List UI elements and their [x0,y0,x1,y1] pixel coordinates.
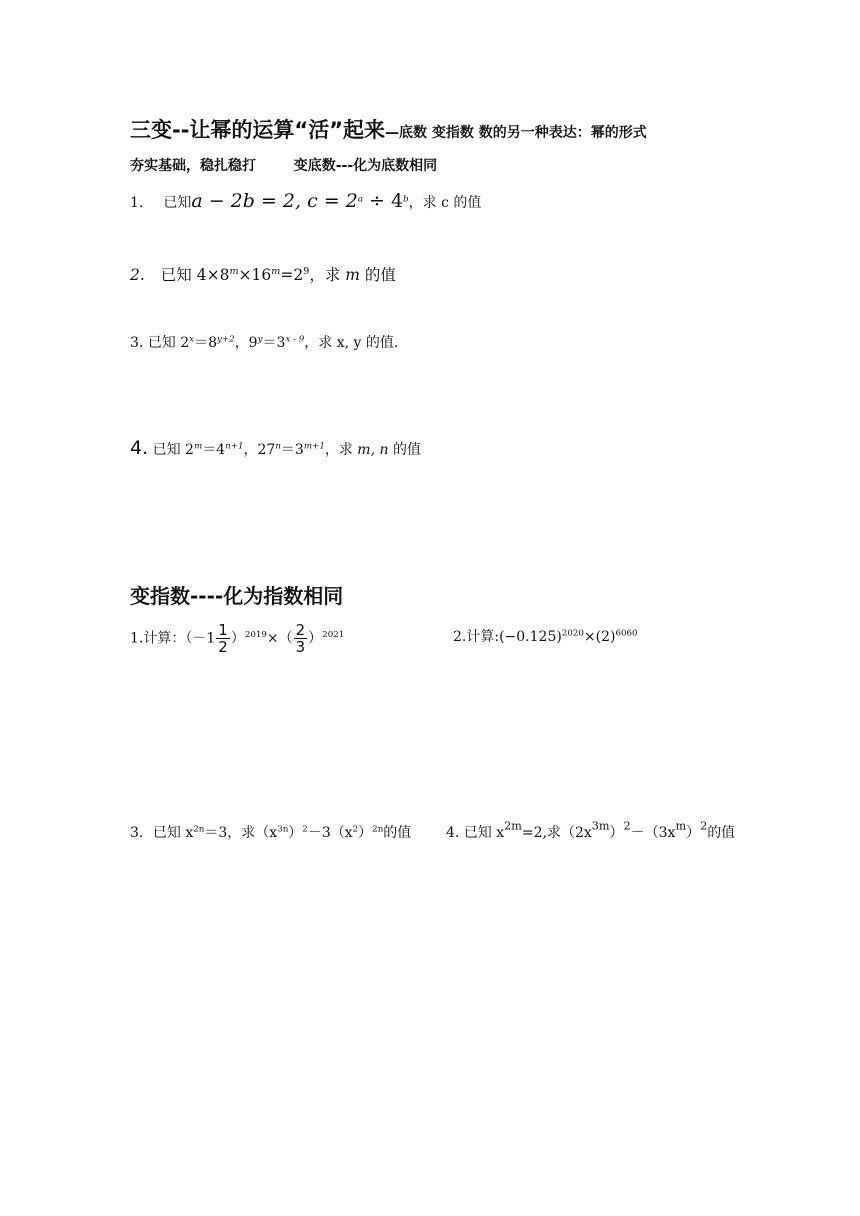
exponent: 2n [193,824,205,835]
title-main: 三变--让幂的运算“活”起来 [130,118,386,142]
subheading-right: 变底数---化为底数相同 [293,158,438,174]
exponent: m [675,819,687,833]
math-expression: ） [358,825,373,841]
question-suffix: 的值 [388,442,421,458]
calc-question-2 [453,626,638,646]
math-expression: ＝3，求（x [204,825,278,841]
page-title [130,114,647,144]
exponent: n [275,441,281,452]
fraction [216,622,230,655]
math-expression: ×（ [266,630,293,647]
math-expression: ×(2) [583,629,616,645]
math-expression: =2 [280,266,304,284]
title-subtitle: —底数 变指数 数的另一种表达：幂的形式 [385,125,647,141]
exponent: 2n [372,824,384,835]
math-expression: ） [230,630,245,647]
exponent: a [357,194,364,205]
math-expression: －3（x [307,825,353,841]
exponent: 2021 [322,629,345,640]
subheading-left: 夯实基础，稳扎稳打 [130,158,256,174]
math-expression: ＝3 [280,442,304,458]
exponent: 2m [504,819,522,833]
exponent: m [271,265,281,277]
exponent: m [193,441,203,452]
question-number: 4. [130,437,149,459]
fraction-denominator: 2 [218,638,228,656]
exponent: y [257,334,263,345]
exponent: n+1 [225,441,244,452]
math-expression: ，27 [243,442,276,458]
exponent: 2 [700,819,708,833]
question-prefix: 已知 2 [152,442,194,458]
exponent: 2 [302,824,308,835]
question-suffix: ，求 x, y 的值. [304,335,399,351]
fraction-numerator: 1 [218,621,228,639]
math-expression: －（3x [630,825,676,841]
math-expression: ） [288,825,303,841]
exponent: 9 [303,265,310,277]
question-4 [130,437,421,459]
question-3 [130,332,398,352]
math-expression: ） [308,630,323,647]
calc-question-4 [446,819,736,842]
question-number: 3. [130,335,144,351]
question-suffix: ，求 c 的值 [408,195,482,211]
exponent: y+2 [217,334,235,345]
question-number: 1. [130,195,144,211]
math-expression: ×16 [238,266,272,284]
exponent: 6060 [615,628,638,639]
question-prefix: 1.计算：（－1 [130,630,216,647]
question-suffix: 的值 [383,825,412,841]
exponent: 2020 [561,628,584,639]
math-expression: =2,求（2x [521,825,592,841]
question-suffix: 的值 [707,825,736,841]
math-expression: ＝8 [194,335,217,351]
exponent: 3m [591,819,610,833]
question-prefix: 4. 已知 x [446,825,505,841]
exponent: m [229,265,239,277]
exponent: 2019 [244,629,267,640]
question-1 [130,190,481,212]
math-expression: ＝3 [262,335,286,351]
exponent: 2 [623,819,631,833]
math-expression: ） [686,825,701,841]
fraction [294,622,308,655]
question-prefix: 已知 2 [147,335,190,351]
exponent: m+1 [303,441,325,452]
question-prefix: 3．已知 x [130,825,194,841]
calc-question-1 [130,622,344,655]
math-expression: ＝4 [202,442,226,458]
exponent: b [403,194,409,205]
question-2 [130,263,396,285]
math-expression: ÷ 4 [363,190,404,212]
section-heading: 变指数----化为指数相同 [130,584,344,608]
fraction-denominator: 3 [295,638,306,656]
math-expression: ，求 [324,442,358,458]
question-suffix: 的值 [359,266,396,284]
fraction-numerator: 2 [295,621,306,639]
math-expression: ） [609,825,624,841]
exponent: 3n [277,824,289,835]
exponent: 2 [352,824,359,835]
calc-question-3 [130,822,411,842]
math-expression: ，求 [309,266,346,284]
question-prefix: 2.计算: [453,629,500,645]
math-expression: (−0.125) [499,629,562,645]
question-prefix: 已知 [163,195,192,211]
exponent: x [189,334,195,345]
subheading-line [130,155,437,175]
variable: m, n [357,442,389,458]
question-prefix: 已知 4×8 [160,266,230,284]
question-number: 2. [130,266,145,284]
math-expression: ，9 [234,335,258,351]
math-expression: a − 2b = 2, c = 2 [191,190,358,212]
exponent: x - 9 [285,334,305,345]
variable: m [345,266,360,284]
